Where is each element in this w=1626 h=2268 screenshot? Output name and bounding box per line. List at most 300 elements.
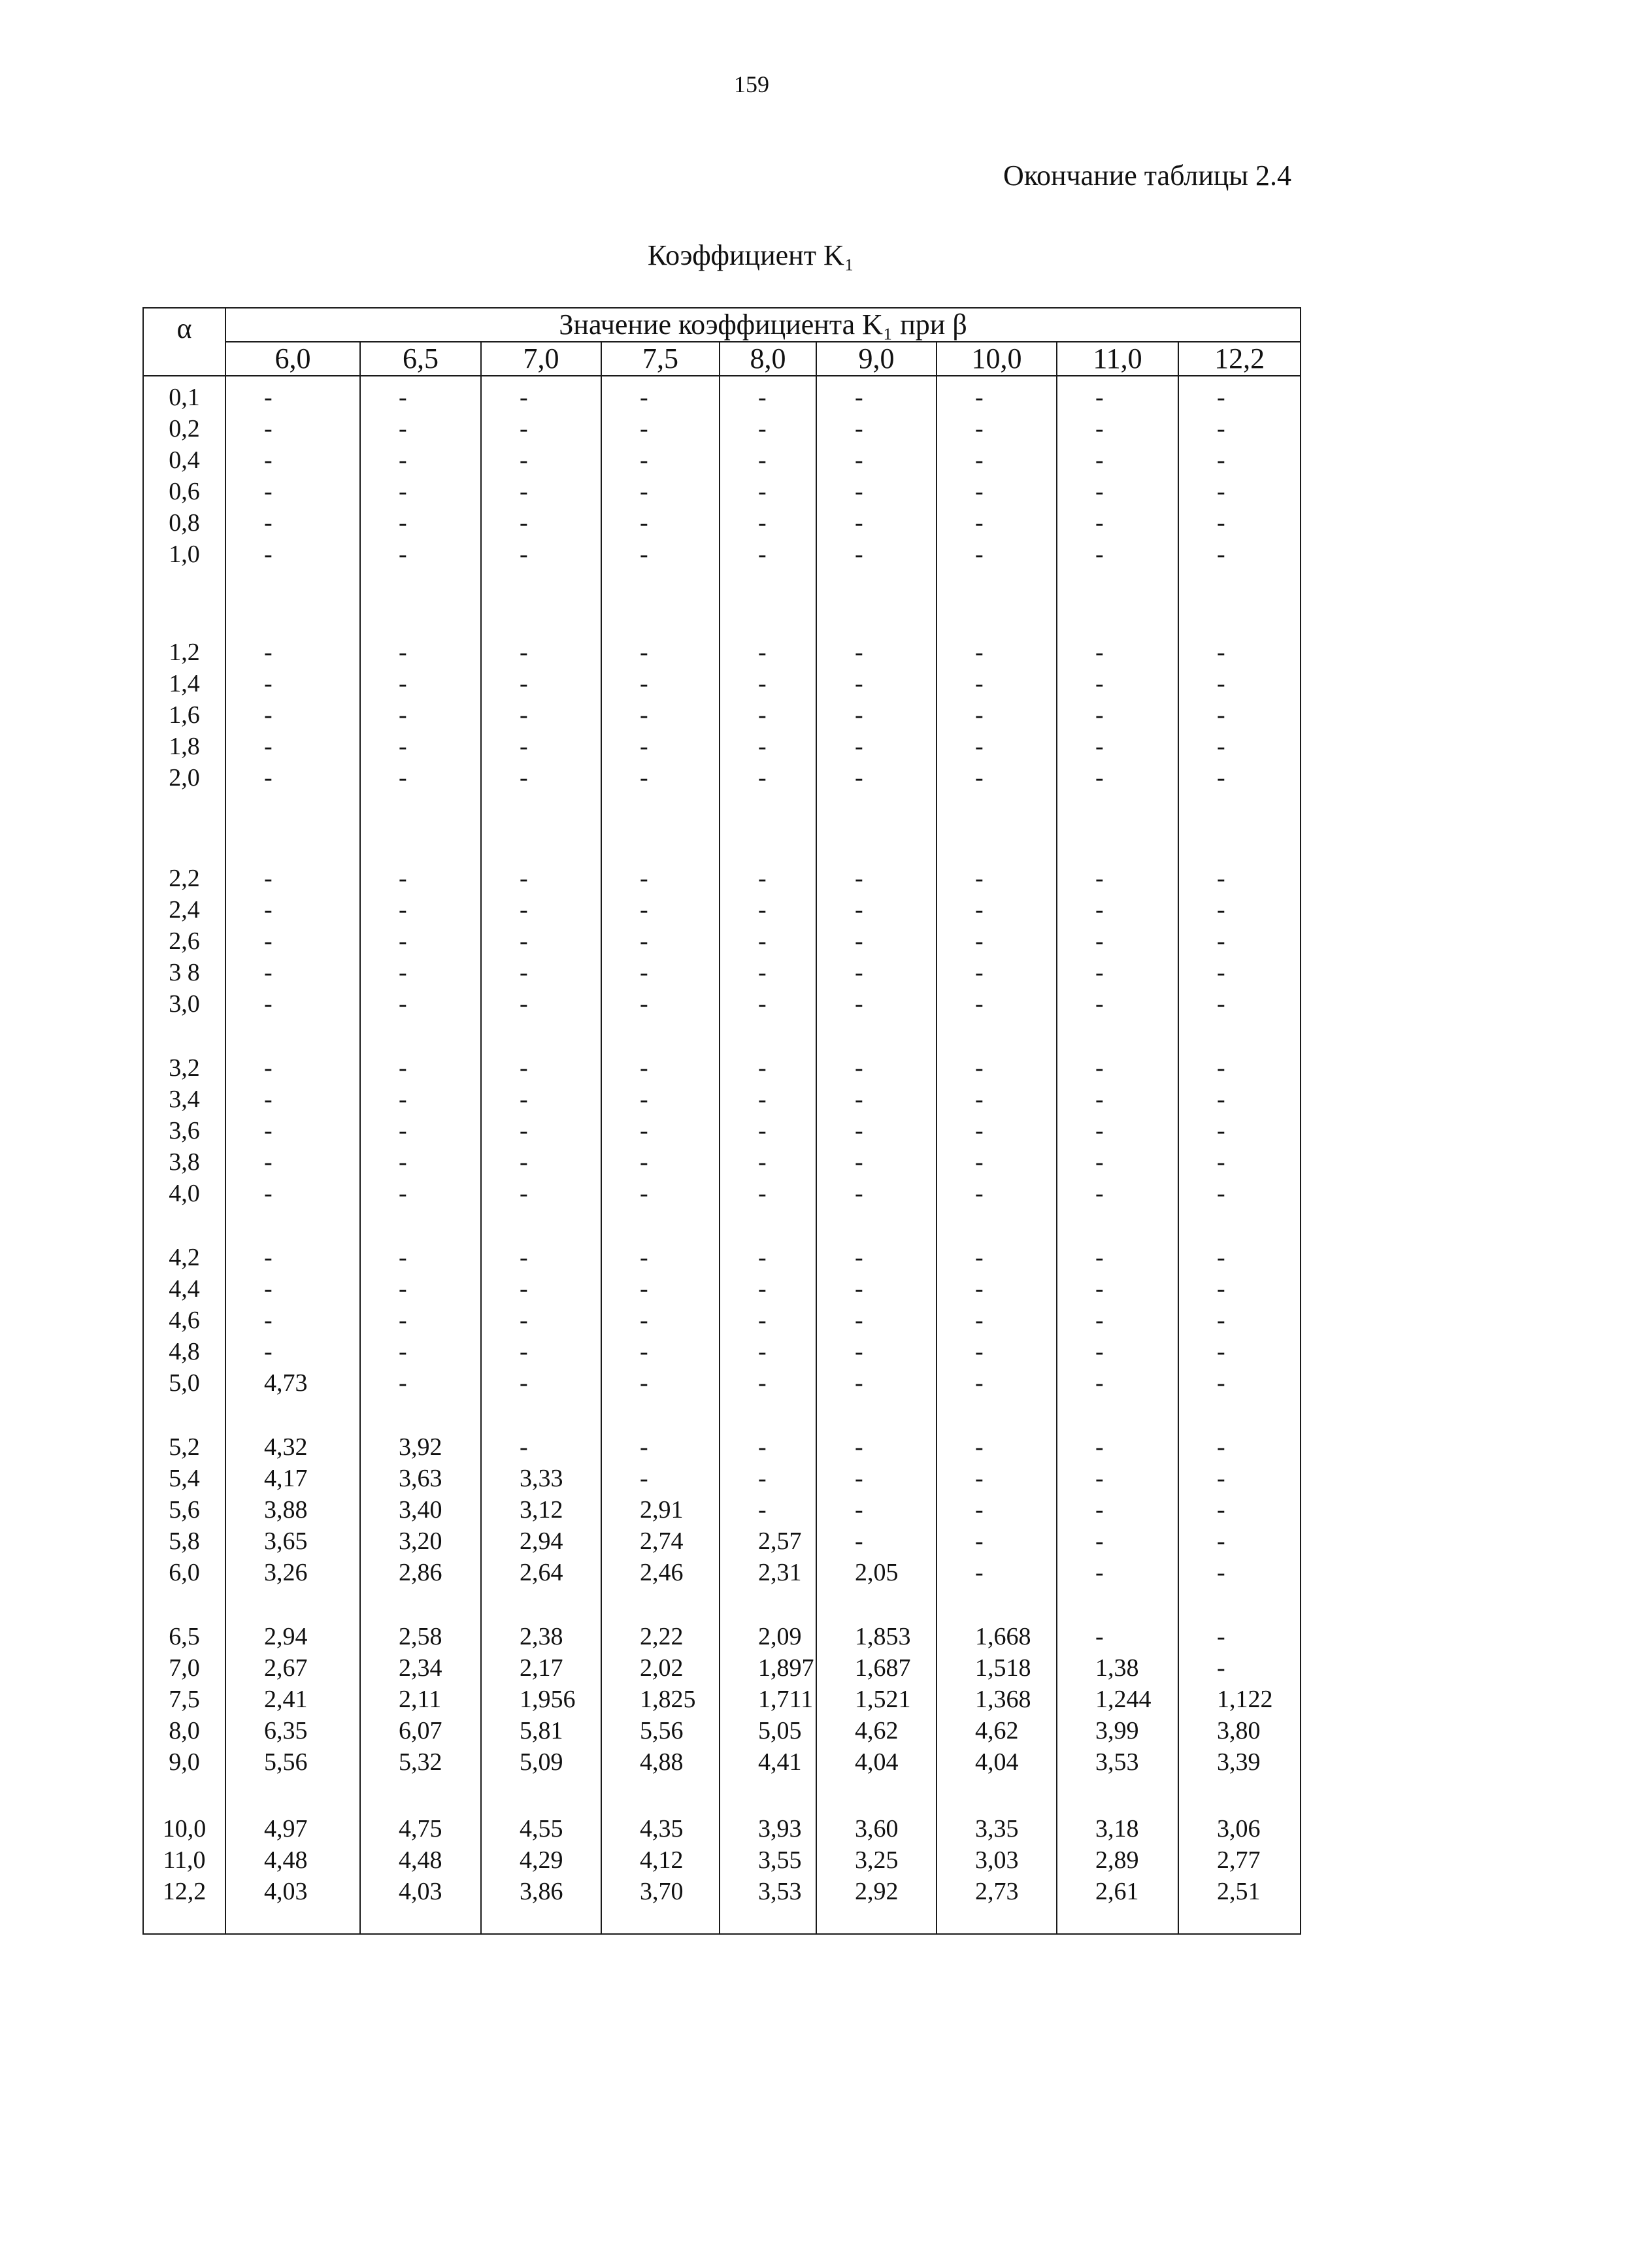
coefficient-value: - [975,670,984,697]
coefficient-value: 5,09 [520,1748,563,1776]
coefficient-cell [816,631,937,858]
coefficient-value: 2,73 [975,1878,1019,1905]
coefficient-value: - [399,1369,407,1397]
alpha-value: 8,0 [169,1717,200,1744]
coefficient-value: - [1217,764,1225,792]
coefficient-value: 2,34 [399,1654,442,1682]
coefficient-value: - [855,865,863,892]
coefficient-value: 2,92 [855,1878,899,1905]
coefficient-value: - [1217,865,1225,892]
coefficient-value: 2,89 [1095,1846,1139,1874]
coefficient-value: - [1217,1117,1225,1144]
coefficient-cell [225,1616,360,1808]
coefficient-value: - [975,959,984,986]
coefficient-value: - [1217,1086,1225,1113]
table-group-row [143,1047,1301,1237]
coefficient-value: - [975,990,984,1018]
alpha-value: 5,0 [169,1369,200,1397]
coefficient-cell [1057,1808,1178,1934]
coefficient-value: 4,62 [855,1717,899,1744]
coefficient-value: - [758,764,767,792]
coefficient-value: - [640,1148,648,1176]
coefficient-value: - [520,865,528,892]
coefficient-value: - [264,415,273,442]
coefficient-value: 1,711 [758,1686,814,1713]
alpha-cell [143,1808,225,1934]
coefficient-cell [1057,1237,1178,1426]
coefficient-value: 4,48 [264,1846,308,1874]
coefficient-value: - [520,959,528,986]
alpha-cell [143,631,225,858]
coefficient-value: - [855,446,863,474]
coefficient-value: - [264,1338,273,1365]
coefficient-value: 1,668 [975,1623,1031,1650]
alpha-value: 3,6 [169,1117,200,1144]
coefficient-value: - [1217,1527,1225,1555]
coefficient-value: - [520,1180,528,1207]
alpha-cell [143,1426,225,1616]
coefficient-value: - [1095,541,1104,568]
coefficient-value: 4,04 [975,1748,1019,1776]
coefficient-value: - [758,1369,767,1397]
coefficient-value: - [758,865,767,892]
coefficient-value: - [399,927,407,955]
coefficient-value: - [975,415,984,442]
coefficient-value: - [640,541,648,568]
coefficient-value: - [640,415,648,442]
coefficient-value: - [758,1244,767,1271]
coefficient-value: 1,897 [758,1654,814,1682]
coefficient-value: - [399,509,407,537]
alpha-value: 1,2 [169,639,200,666]
coefficient-value: - [975,1369,984,1397]
coefficient-cell [1057,376,1178,631]
coefficient-value: 3,03 [975,1846,1019,1874]
coefficient-value: - [640,509,648,537]
coefficient-value: - [399,384,407,411]
coefficient-value: - [399,733,407,760]
alpha-value: 12,2 [162,1878,207,1905]
coefficient-value: 5,32 [399,1748,442,1776]
coefficient-cell [360,1426,481,1616]
beta-header: 9,0 [816,342,937,376]
coefficient-value: - [1095,896,1104,924]
coefficient-value: 3,33 [520,1465,563,1492]
coefficient-value: - [758,1307,767,1334]
coefficient-value: 2,22 [640,1623,684,1650]
coefficient-value: - [975,446,984,474]
coefficient-value: - [520,1244,528,1271]
coefficient-value: - [264,1244,273,1271]
alpha-value: 3,2 [169,1054,200,1082]
coefficient-value: - [264,959,273,986]
coefficient-value: - [855,959,863,986]
coefficient-value: - [520,927,528,955]
coefficient-value: - [855,384,863,411]
coefficient-value: - [640,1307,648,1334]
coefficient-value: - [520,1338,528,1365]
coefficient-value: - [1095,509,1104,537]
table-group-row [143,1426,1301,1616]
coefficient-value: - [975,541,984,568]
coefficient-cell [225,1808,360,1934]
coefficient-value: - [758,927,767,955]
coefficient-value: - [399,446,407,474]
beta-header: 7,0 [481,342,601,376]
beta-header: 10,0 [937,342,1057,376]
coefficient-value: - [520,446,528,474]
coefficient-value: 4,48 [399,1846,442,1874]
coefficient-value: 3,06 [1217,1815,1261,1843]
coefficient-value: - [264,639,273,666]
coefficient-cell [481,1808,601,1934]
coefficient-value: - [975,1496,984,1524]
coefficient-value: - [1217,1623,1225,1650]
coefficient-value: - [855,1338,863,1365]
alpha-value: 2,6 [169,927,200,955]
coefficient-cell [816,1426,937,1616]
alpha-value: 0,1 [169,384,200,411]
coefficient-value: - [758,733,767,760]
coefficient-cell [937,1237,1057,1426]
coefficient-value: - [640,1465,648,1492]
coefficient-cell [1178,1237,1301,1426]
coefficient-cell [225,1047,360,1237]
coefficient-cell [720,858,816,1047]
coefficient-value: 2,51 [1217,1878,1261,1905]
coefficient-value: - [520,764,528,792]
coefficient-value: - [975,1244,984,1271]
coefficient-value: - [1095,1275,1104,1303]
coefficient-value: - [758,701,767,729]
coefficient-value: - [758,959,767,986]
coefficient-cell [1057,1616,1178,1808]
coefficient-value: 3,80 [1217,1717,1261,1744]
coefficient-value: - [264,927,273,955]
coefficient-value: 1,38 [1095,1654,1139,1682]
coefficient-value: - [640,1117,648,1144]
coefficient-value: - [1217,1465,1225,1492]
coefficient-value: - [1095,639,1104,666]
coefficient-cell [816,1047,937,1237]
coefficient-value: 2,38 [520,1623,563,1650]
coefficient-value: - [1217,1180,1225,1207]
coefficient-value: - [975,1465,984,1492]
coefficient-value: - [1095,1244,1104,1271]
coefficient-value: - [399,1275,407,1303]
coefficient-value: 2,77 [1217,1846,1261,1874]
coefficient-value: - [520,1275,528,1303]
coefficient-value: - [1095,1086,1104,1113]
coefficient-value: - [975,1338,984,1365]
coefficient-value: - [1095,865,1104,892]
coefficient-value: - [975,764,984,792]
coefficient-value: - [399,896,407,924]
coefficient-value: - [264,896,273,924]
table-group-row [143,631,1301,858]
alpha-value: 4,6 [169,1307,200,1334]
coefficient-value: - [264,764,273,792]
alpha-value: 5,8 [169,1527,200,1555]
alpha-value: 10,0 [162,1815,207,1843]
coefficient-value: - [855,701,863,729]
coefficient-value: 3,92 [399,1433,442,1461]
coefficient-value: - [975,701,984,729]
coefficient-value: - [1217,639,1225,666]
coefficient-value: 1,368 [975,1686,1031,1713]
coefficient-value: - [1217,1433,1225,1461]
coefficient-value: - [975,865,984,892]
coefficient-value: - [520,733,528,760]
coefficient-value: - [758,446,767,474]
coefficient-value: - [264,1275,273,1303]
coefficient-value: 2,74 [640,1527,684,1555]
coefficient-value: - [520,1433,528,1461]
coefficient-value: - [640,927,648,955]
coefficient-value: - [640,733,648,760]
coefficient-value: - [640,1054,648,1082]
coefficient-value: - [399,1086,407,1113]
coefficient-value: - [855,1117,863,1144]
coefficient-value: - [520,1086,528,1113]
coefficient-cell [720,1237,816,1426]
coefficient-cell [816,1808,937,1934]
coefficient-value: - [640,701,648,729]
coefficient-cell [601,1047,720,1237]
coefficient-value: - [758,1086,767,1113]
coefficient-cell [1057,858,1178,1047]
coefficient-cell [360,1616,481,1808]
coefficient-value: - [758,1148,767,1176]
coefficient-cell [360,631,481,858]
coefficient-value: - [855,733,863,760]
coefficient-value: - [1095,959,1104,986]
coefficient-value: - [640,1086,648,1113]
alpha-value: 1,8 [169,733,200,760]
coefficient-value: 1,825 [640,1686,696,1713]
coefficient-value: - [758,670,767,697]
coefficient-cell [225,858,360,1047]
coefficient-cell [225,631,360,858]
coefficient-value: - [264,446,273,474]
coefficient-value: 2,46 [640,1559,684,1586]
coefficient-value: - [640,959,648,986]
coefficient-value: - [855,1465,863,1492]
coefficient-value: - [264,670,273,697]
coefficient-value: - [855,1244,863,1271]
coefficient-cell [481,376,601,631]
coefficient-value: - [640,865,648,892]
coefficient-value: - [1095,1338,1104,1365]
coefficient-value: - [975,927,984,955]
coefficient-value: - [855,764,863,792]
coefficient-cell [225,1237,360,1426]
coefficient-value: - [975,733,984,760]
coefficient-cell [1057,1047,1178,1237]
coefficient-value: - [1217,959,1225,986]
coefficient-value: - [1217,446,1225,474]
coefficient-value: - [399,990,407,1018]
coefficient-value: - [1095,1148,1104,1176]
coefficient-cell [720,376,816,631]
coefficient-value: - [1217,670,1225,697]
coefficient-value: 4,62 [975,1717,1019,1744]
coefficient-value: 4,04 [855,1748,899,1776]
coefficient-value: - [1095,733,1104,760]
coefficient-value: - [758,896,767,924]
coefficient-cell [1178,376,1301,631]
alpha-value: 4,0 [169,1180,200,1207]
coefficient-value: 1,521 [855,1686,911,1713]
coefficient-value: - [1095,1496,1104,1524]
coefficient-cell [601,376,720,631]
coefficient-cell [601,631,720,858]
coefficient-value: - [1095,1307,1104,1334]
coefficient-value: - [640,764,648,792]
coefficient-cell [720,631,816,858]
coefficient-value: - [264,990,273,1018]
coefficient-value: 6,35 [264,1717,308,1744]
coefficient-value: - [758,639,767,666]
coefficient-value: 5,56 [640,1717,684,1744]
coefficient-value: 2,61 [1095,1878,1139,1905]
coefficient-cell [1057,631,1178,858]
coefficient-value: - [640,990,648,1018]
coefficient-value: 2,09 [758,1623,802,1650]
coefficient-cell [601,1616,720,1808]
coefficient-value: 3,25 [855,1846,899,1874]
alpha-header: α [143,308,225,376]
alpha-value: 0,4 [169,446,200,474]
coefficient-value: - [399,415,407,442]
coefficient-value: - [1217,1338,1225,1365]
coefficient-value: - [855,1148,863,1176]
coefficient-cell [937,1808,1057,1934]
coefficient-cell [937,1047,1057,1237]
coefficient-value: - [855,478,863,505]
coefficient-value: - [975,509,984,537]
coefficient-value: 4,29 [520,1846,563,1874]
coefficient-value: - [1217,478,1225,505]
coefficient-cell [360,858,481,1047]
coefficient-table [142,307,1301,1935]
coefficient-value: - [1095,670,1104,697]
coefficient-value: 2,64 [520,1559,563,1586]
coefficient-value: - [264,1117,273,1144]
table-title: Коэффициент K₁ [647,239,855,271]
coefficient-cell [601,1808,720,1934]
coefficient-cell [720,1808,816,1934]
coefficient-value: 3,88 [264,1496,308,1524]
coefficient-cell [481,1426,601,1616]
coefficient-cell [360,376,481,631]
coefficient-cell [816,858,937,1047]
coefficient-value: - [1095,927,1104,955]
coefficient-value: - [520,1148,528,1176]
coefficient-value: - [399,541,407,568]
alpha-value: 6,0 [169,1559,200,1586]
coefficient-value: - [975,1117,984,1144]
alpha-cell [143,858,225,1047]
coefficient-cell [360,1047,481,1237]
coefficient-cell [1178,1426,1301,1616]
alpha-value: 4,2 [169,1244,200,1271]
coefficient-cell [937,631,1057,858]
coefficient-value: 3,18 [1095,1815,1139,1843]
alpha-value: 1,4 [169,670,200,697]
coefficient-value: 2,91 [640,1496,684,1524]
coefficient-value: 1,956 [520,1686,576,1713]
coefficient-value: - [1217,1244,1225,1271]
coefficient-value: - [520,1054,528,1082]
coefficient-cell [1178,1616,1301,1808]
coefficient-value: - [399,1338,407,1365]
coefficient-value: - [399,959,407,986]
coefficient-value: 2,17 [520,1654,563,1682]
alpha-value: 4,8 [169,1338,200,1365]
page-number: 159 [734,71,769,97]
coefficient-value: - [758,1496,767,1524]
coefficient-value: - [264,1054,273,1082]
coefficient-value: - [399,1148,407,1176]
alpha-value: 1,0 [169,541,200,568]
coefficient-value: - [520,670,528,697]
coefficient-value: 6,07 [399,1717,442,1744]
coefficient-value: - [264,1086,273,1113]
coefficient-value: - [520,541,528,568]
alpha-value: 9,0 [169,1748,200,1776]
coefficient-value: - [399,701,407,729]
coefficient-value: - [975,1307,984,1334]
coefficient-value: - [758,541,767,568]
coefficient-value: - [264,384,273,411]
coefficient-value: - [855,639,863,666]
coefficient-value: - [640,384,648,411]
coefficient-value: 4,03 [399,1878,442,1905]
coefficient-value: 2,41 [264,1686,308,1713]
coefficient-value: 2,02 [640,1654,684,1682]
coefficient-value: 2,57 [758,1527,802,1555]
alpha-value: 3,4 [169,1086,200,1113]
coefficient-value: - [975,1527,984,1555]
coefficient-value: - [640,446,648,474]
coefficient-value: - [1095,1180,1104,1207]
coefficient-value: - [758,478,767,505]
coefficient-value: - [520,701,528,729]
coefficient-value: - [264,865,273,892]
coefficient-value: 3,86 [520,1878,563,1905]
coefficient-value: - [1095,764,1104,792]
coefficient-value: - [1217,1054,1225,1082]
coefficient-value: 1,687 [855,1654,911,1682]
alpha-value: 4,4 [169,1275,200,1303]
coefficient-value: - [855,1527,863,1555]
coefficient-cell [481,1237,601,1426]
alpha-value: 3,0 [169,990,200,1018]
coefficient-value: - [520,896,528,924]
coefficient-value: - [399,865,407,892]
beta-header: 12,2 [1178,342,1301,376]
coefficient-value: - [975,1148,984,1176]
coefficient-value: - [640,1369,648,1397]
coefficient-cell [481,631,601,858]
coefficient-value: - [855,1054,863,1082]
coefficient-value: - [758,1054,767,1082]
coefficient-value: - [1095,990,1104,1018]
coefficient-value: - [855,1369,863,1397]
alpha-value: 2,4 [169,896,200,924]
coefficient-value: - [1095,384,1104,411]
